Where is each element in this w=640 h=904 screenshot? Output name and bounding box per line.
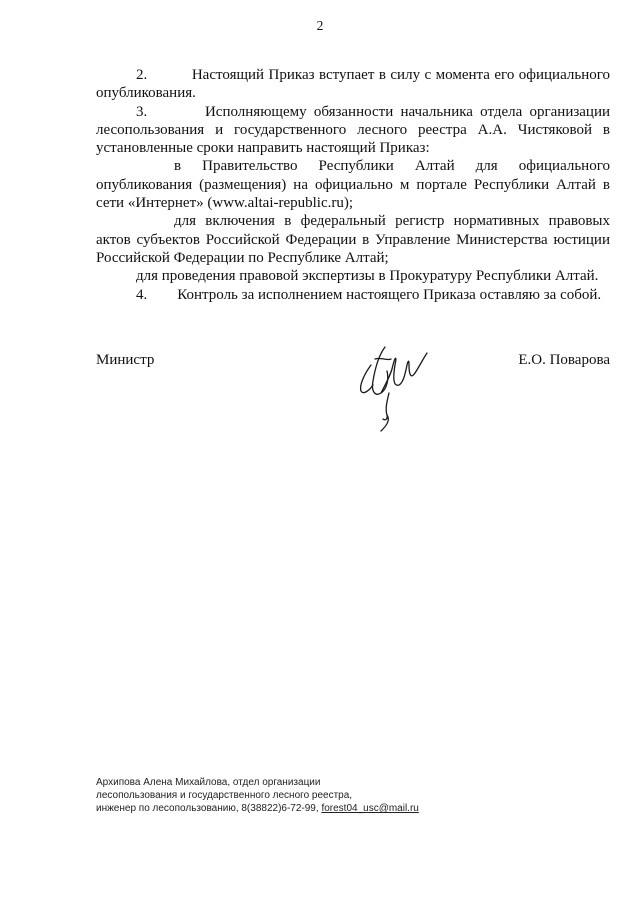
footer-line-3 — [96, 802, 516, 815]
paragraph-4 — [96, 286, 610, 304]
email-link[interactable]: forest04_usc@mail.ru — [321, 803, 419, 814]
paragraph-text: Настоящий Приказ вступает в силу с момента его официального опубликования. — [96, 67, 610, 102]
subitem-government: в Правительство Республики Алтай для официального опубликования (размещения) на официально м портале Республики Алтай в сети «Интернет» (www.altai-republic.ru); — [96, 158, 610, 212]
paragraph-number: 4. — [136, 286, 148, 303]
handwritten-signature — [345, 335, 440, 435]
paragraph-text: Исполняющему обязанности начальника отдела организации лесопользования и государственного лесного реестра А.А. Чистяковой в установленные сроки направить настоящий Приказ: — [96, 103, 611, 157]
signer-name: Е.О. Поварова — [518, 352, 610, 368]
paragraph-3 — [96, 103, 610, 158]
paragraph-text: Контроль за исполнением настоящего Приказа оставляю за собой. — [177, 286, 602, 303]
page-number: 2 — [316, 18, 324, 33]
paragraph-number: 3. — [136, 103, 148, 120]
signer-role: Министр — [96, 352, 155, 368]
paragraph-2 — [96, 66, 610, 103]
subitem-prosecutor: для проведения правовой экспертизы в Прокуратуру Республики Алтай. — [136, 268, 599, 285]
paragraph-number: 2. — [136, 67, 148, 83]
contact-footer — [96, 776, 516, 815]
footer-line-1: Архипова Алена Михайлова, отдел организации — [96, 777, 321, 788]
footer-line-2: лесопользования и государственного лесного реестра, — [96, 790, 353, 801]
footer-contact-text: инженер по лесопользованию, 8(38822)6-72-99, — [96, 803, 322, 814]
subitem-federal-register: для включения в федеральный регистр нормативных правовых актов субъектов Российской Федерации в Управление Министерства юстиции Российской Федерации по Республике Алтай; — [96, 213, 610, 266]
document-body — [96, 66, 610, 304]
